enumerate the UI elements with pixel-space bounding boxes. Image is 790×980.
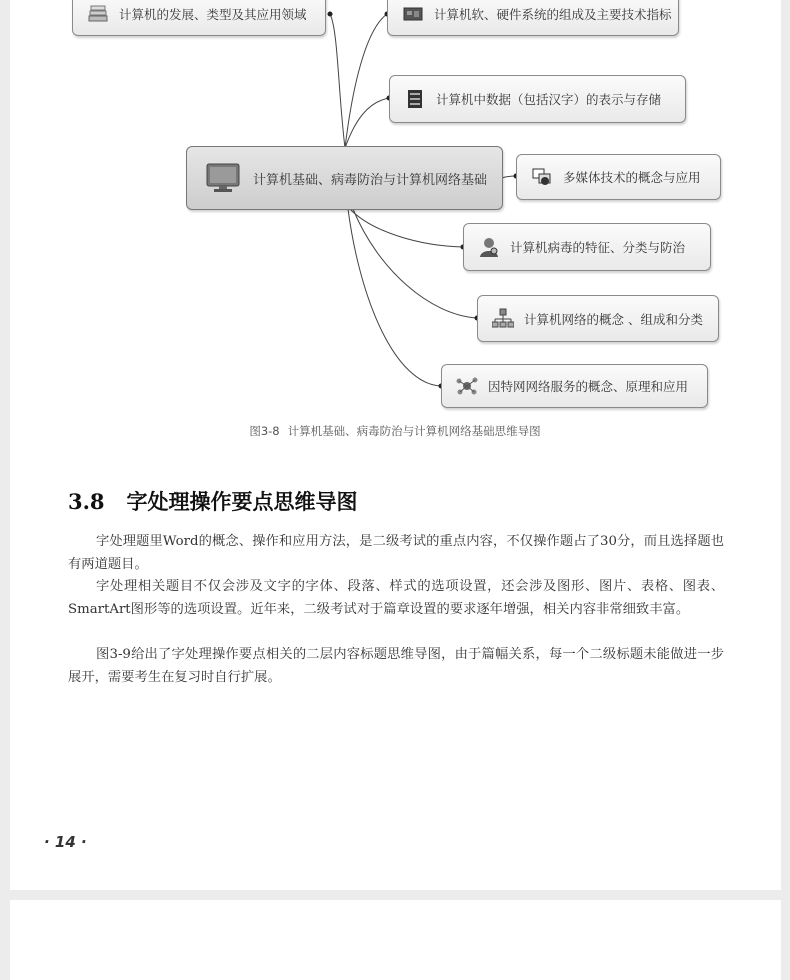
body-paragraph: 图3-9给出了字处理操作要点相关的二层内容标题思维导图，由于篇幅关系，每一个二级标题未能做进一步展开，需要考生在复习时自行扩展。 <box>68 647 724 685</box>
section-heading <box>68 486 358 516</box>
branch-label: 计算机网络的概念 、组成和分类 <box>524 311 703 327</box>
multimedia-icon <box>531 166 553 188</box>
branch-label: 因特网网络服务的概念、原理和应用 <box>488 379 689 394</box>
mindmap-root <box>186 146 503 210</box>
mindmap-branch-data <box>389 75 686 123</box>
branch-label: 多媒体技术的概念与应用 <box>563 170 701 185</box>
mindmap-branch-history <box>72 0 326 36</box>
internet-service-icon <box>456 375 478 397</box>
body-paragraph: 字处理相关题目不仅会涉及文字的字体、段落、样式的选项设置，还会涉及图形、图片、表格、图表、SmartArt图形等的选项设置。近年来，二级考试对于篇章设置的要求逐年增强，相关内容非常细致丰富。 <box>68 579 724 617</box>
section-number: 3.8 <box>68 489 105 514</box>
root-label: 计算机基础、病毒防治与计算机网络基础 <box>253 172 488 188</box>
branch-label: 计算机软、硬件系统的组成及主要技术指标 <box>434 7 672 22</box>
branch-label: 计算机中数据（包括汉字）的表示与存储 <box>436 92 662 107</box>
mindmap-branch-internet <box>441 364 708 408</box>
next-page-edge <box>10 900 781 980</box>
figure-number: 图3-8 <box>249 424 280 438</box>
mindmap-branch-hardware <box>387 0 679 36</box>
data-storage-icon <box>404 88 426 110</box>
computer-stack-icon <box>87 3 109 25</box>
mindmap-branch-network <box>477 295 719 342</box>
mindmap-branch-virus <box>463 223 711 271</box>
mindmap-branch-multimedia <box>516 154 721 200</box>
branch-label: 计算机病毒的特征、分类与防治 <box>510 240 686 255</box>
figure-title: 计算机基础、病毒防治与计算机网络基础思维导图 <box>287 424 541 438</box>
figure-caption <box>0 423 790 439</box>
mindmap-connectors <box>0 0 790 420</box>
page-number: · 14 · <box>44 833 87 851</box>
virus-user-icon <box>478 236 500 258</box>
hardware-board-icon <box>402 3 424 25</box>
branch-label: 计算机的发展、类型及其应用领域 <box>119 7 307 22</box>
body-paragraph: 字处理题里Word的概念、操作和应用方法，是二级考试的重点内容，不仅操作题占了30分，而且选择题也有两道题目。 <box>68 534 724 572</box>
network-icon <box>492 308 514 330</box>
section-title: 字处理操作要点思维导图 <box>126 489 358 514</box>
monitor-icon <box>205 162 241 194</box>
